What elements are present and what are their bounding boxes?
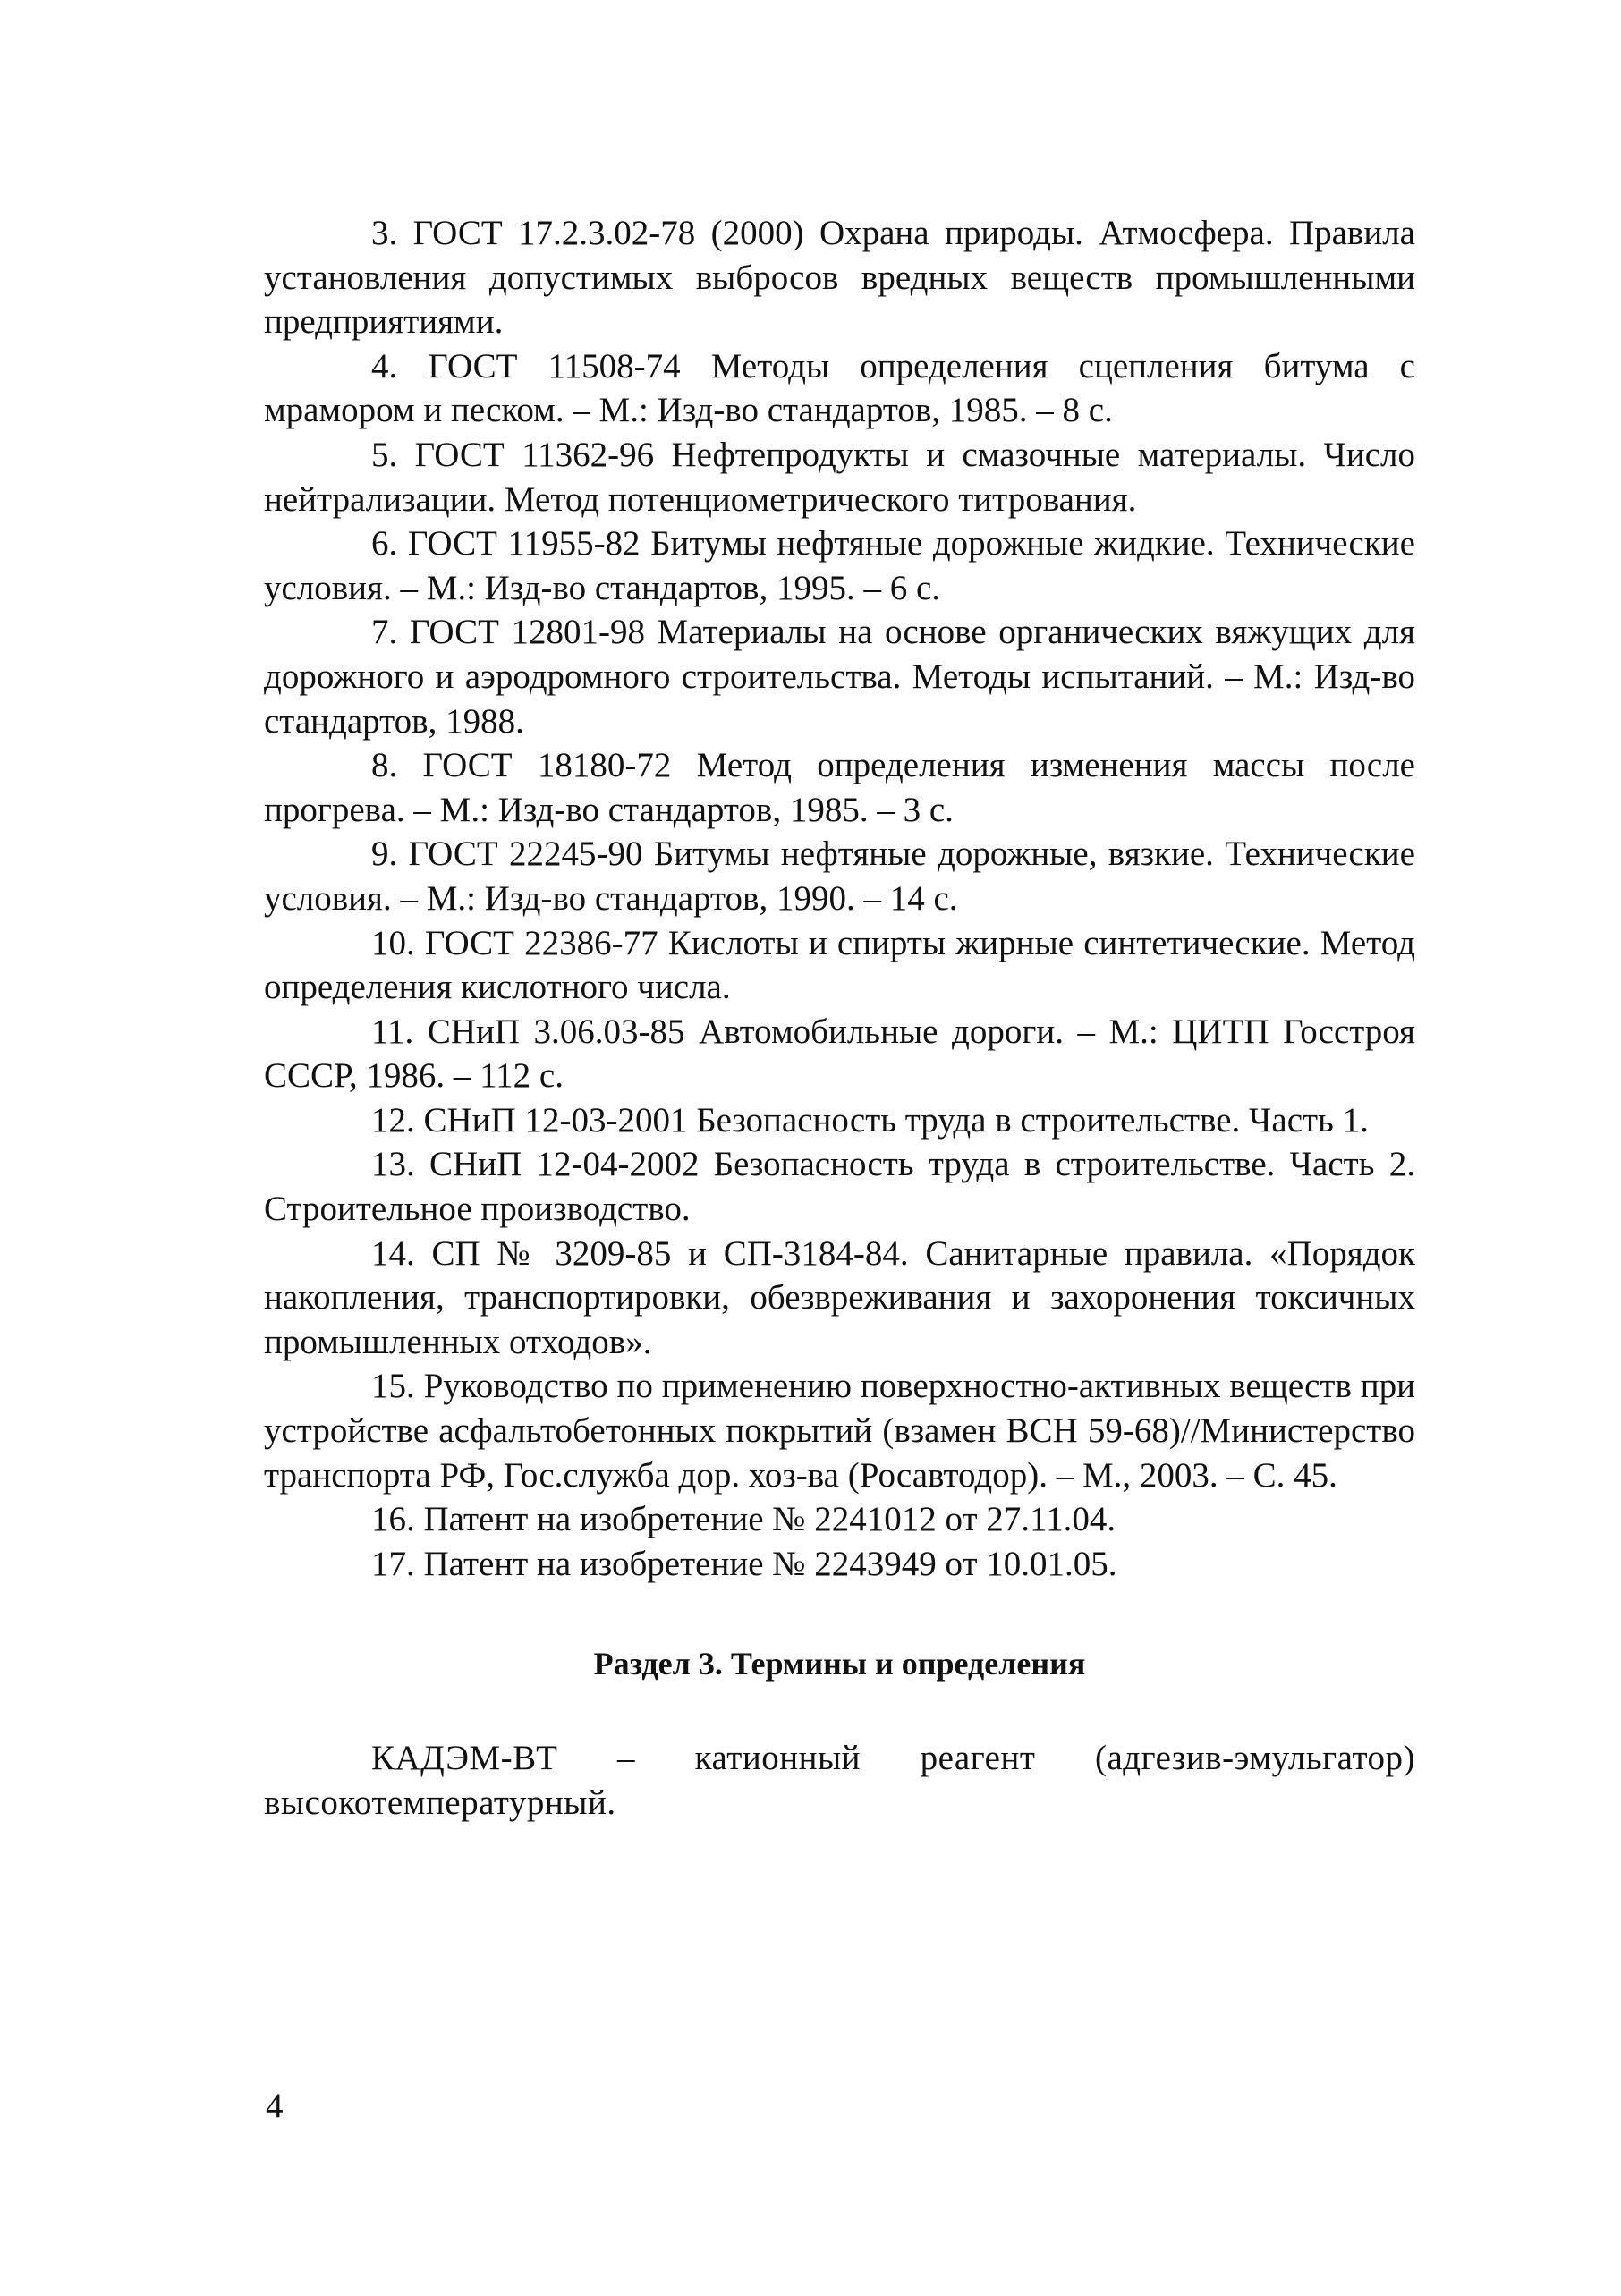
reference-item: 16. Патент на изобретение № 2241012 от 27.11.04. [371,1500,1116,1539]
section-heading: Раздел 3. Термины и определения [593,1646,1086,1682]
reference-item: 15. Руководство по применению поверхностно-активных веществ при устройстве асфальтобетонных покрытий (взамен ВСН 59-68)//Министерство транспорта РФ, Гос.служба дор. хоз-ва (Росавтодор). – М., 2003. – С. 45. [264,1367,1415,1495]
reference-item: 10. ГОСТ 22386-77 Кислоты и спирты жирные синтетические. Метод определения кислотного числа. [264,923,1415,1007]
reference-item: 14. СП № 3209-85 и СП-3184-84. Санитарные правила. «Порядок накопления, транспортировки, обезвреживания и захоронения токсичных промышленных отходов». [264,1233,1415,1361]
reference-item: 3. ГОСТ 17.2.3.02-78 (2000) Охрана природы. Атмосфера. Правила установления допустимых выбросов вредных веществ промышленными предприятиями. [264,214,1415,342]
reference-item: 4. ГОСТ 11508-74 Методы определения сцепления битума с мрамором и песком. – М.: Изд-во стандартов, 1985. – 8 с. [264,346,1415,430]
reference-item: 12. СНиП 12-03-2001 Безопасность труда в строительстве. Часть 1. [371,1100,1369,1140]
reference-item: 6. ГОСТ 11955-82 Битумы нефтяные дорожные жидкие. Технические условия. – М.: Изд-во стандартов, 1995. – 6 с. [264,524,1415,607]
term-definition: КАДЭМ-ВТ – катионный реагент (адгезив-эмульгатор) высокотемпературный. [264,1739,1415,1822]
reference-item: 5. ГОСТ 11362-96 Нефтепродукты и смазочные материалы. Число нейтрализации. Метод потенциометрического титрования. [264,435,1415,519]
reference-item: 17. Патент на изобретение № 2243949 от 10.01.05. [371,1544,1117,1583]
reference-item: 11. СНиП 3.06.03-85 Автомобильные дороги. – М.: ЦИТП Госстроя СССР, 1986. – 112 с. [264,1012,1415,1096]
reference-item: 7. ГОСТ 12801-98 Материалы на основе органических вяжущих для дорожного и аэродромного строительства. Методы испытаний. – М.: Изд-во стандартов, 1988. [264,613,1415,741]
reference-item: 13. СНиП 12-04-2002 Безопасность труда в строительстве. Часть 2. Строительное производство. [264,1145,1415,1229]
page-number: 4 [266,2087,284,2125]
references-list [264,211,1415,1826]
reference-item: 8. ГОСТ 18180-72 Метод определения изменения массы после прогрева. – М.: Изд-во стандартов, 1985. – 3 с. [264,746,1415,829]
reference-item: 9. ГОСТ 22245-90 Битумы нефтяные дорожные, вязкие. Технические условия. – М.: Изд-во стандартов, 1990. – 14 с. [264,835,1415,918]
